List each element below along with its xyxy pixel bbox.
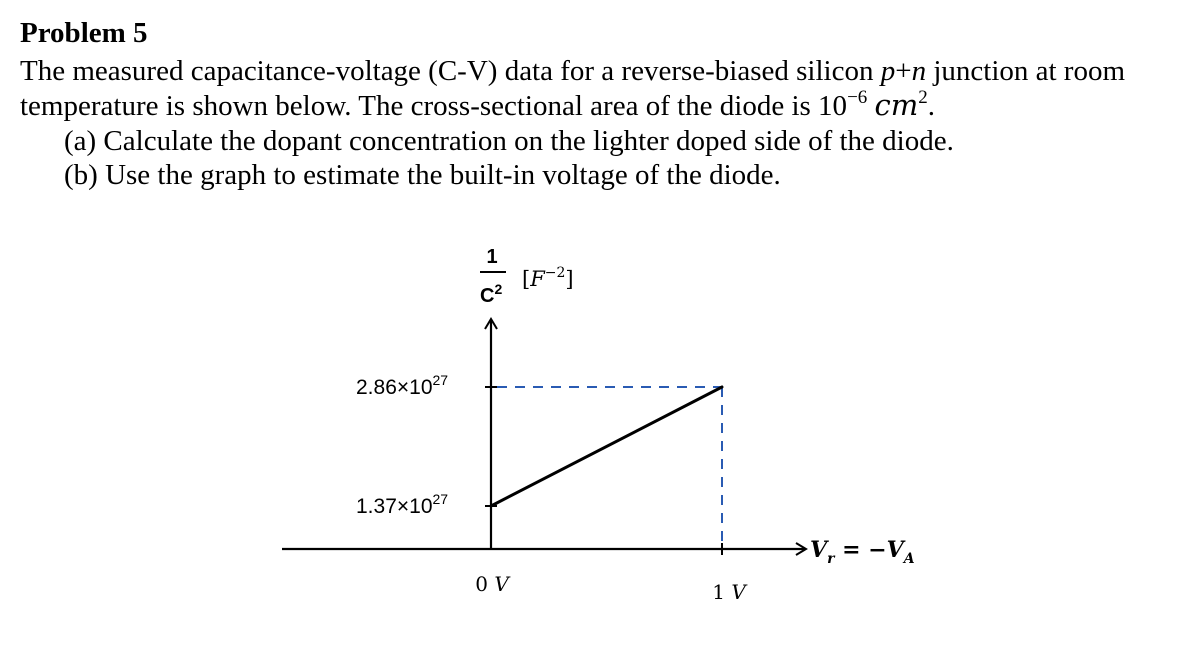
p-symbol: p: [880, 55, 896, 87]
x-label-equals: = −: [834, 537, 887, 563]
area-exponent: −6: [847, 87, 868, 108]
x-tick-zero-label: [475, 572, 511, 596]
x-label-vr: V: [810, 537, 828, 563]
plus-symbol: +: [895, 55, 912, 87]
x-label-vr-subscript: r: [827, 551, 835, 567]
y-label-denominator: [480, 281, 502, 307]
y-label-numerator: 1: [486, 246, 498, 268]
y-unit-open-bracket: [: [522, 267, 531, 291]
y-label-c: C: [480, 285, 495, 307]
y-tick-lower-label: [356, 491, 448, 518]
question-part-b: (b) Use the graph to estimate the built-in voltage of the diode.: [64, 159, 781, 191]
x-label-va-subscript: A: [903, 551, 915, 567]
x-tick-zero-number: 0: [475, 572, 495, 596]
y-tick-lower-exponent: 27: [432, 491, 449, 507]
question-part-a: (a) Calculate the dopant concentration on the lighter doped side of the diode.: [64, 125, 954, 157]
x-axis-label: [810, 537, 915, 567]
x-tick-zero-unit: V: [494, 572, 509, 596]
statement-period: .: [927, 90, 936, 122]
y-label-c-exponent: 2: [494, 281, 503, 297]
y-axis-label: [480, 246, 574, 307]
y-tick-upper-label: [356, 372, 448, 399]
n-symbol: n: [911, 55, 927, 87]
x-tick-one-label: [712, 580, 748, 604]
y-unit-farad: F: [530, 267, 545, 291]
statement-text: The measured capacitance-voltage (C-V) data for a reverse-biased silicon: [20, 55, 881, 87]
x-tick-one-number: 1: [712, 580, 732, 604]
y-unit-close-bracket: ]: [565, 267, 574, 291]
data-line: [491, 387, 722, 506]
y-tick-lower-mantissa: 1.37×10: [356, 495, 433, 518]
statement-text-end: junction at room: [926, 55, 1126, 87]
x-label-va: V: [886, 537, 904, 563]
problem-heading: Problem 5: [20, 17, 148, 49]
statement-text: temperature is shown below. The cross-sectional area of the diode is 10: [20, 90, 848, 122]
area-unit: cm: [874, 88, 919, 122]
y-unit-exponent: −2: [544, 265, 566, 281]
area-unit-exponent: 2: [918, 87, 928, 108]
x-tick-one-unit: V: [731, 580, 746, 604]
y-tick-upper-exponent: 27: [432, 372, 449, 388]
y-tick-upper-mantissa: 2.86×10: [356, 376, 433, 399]
y-unit-label: [522, 265, 574, 291]
